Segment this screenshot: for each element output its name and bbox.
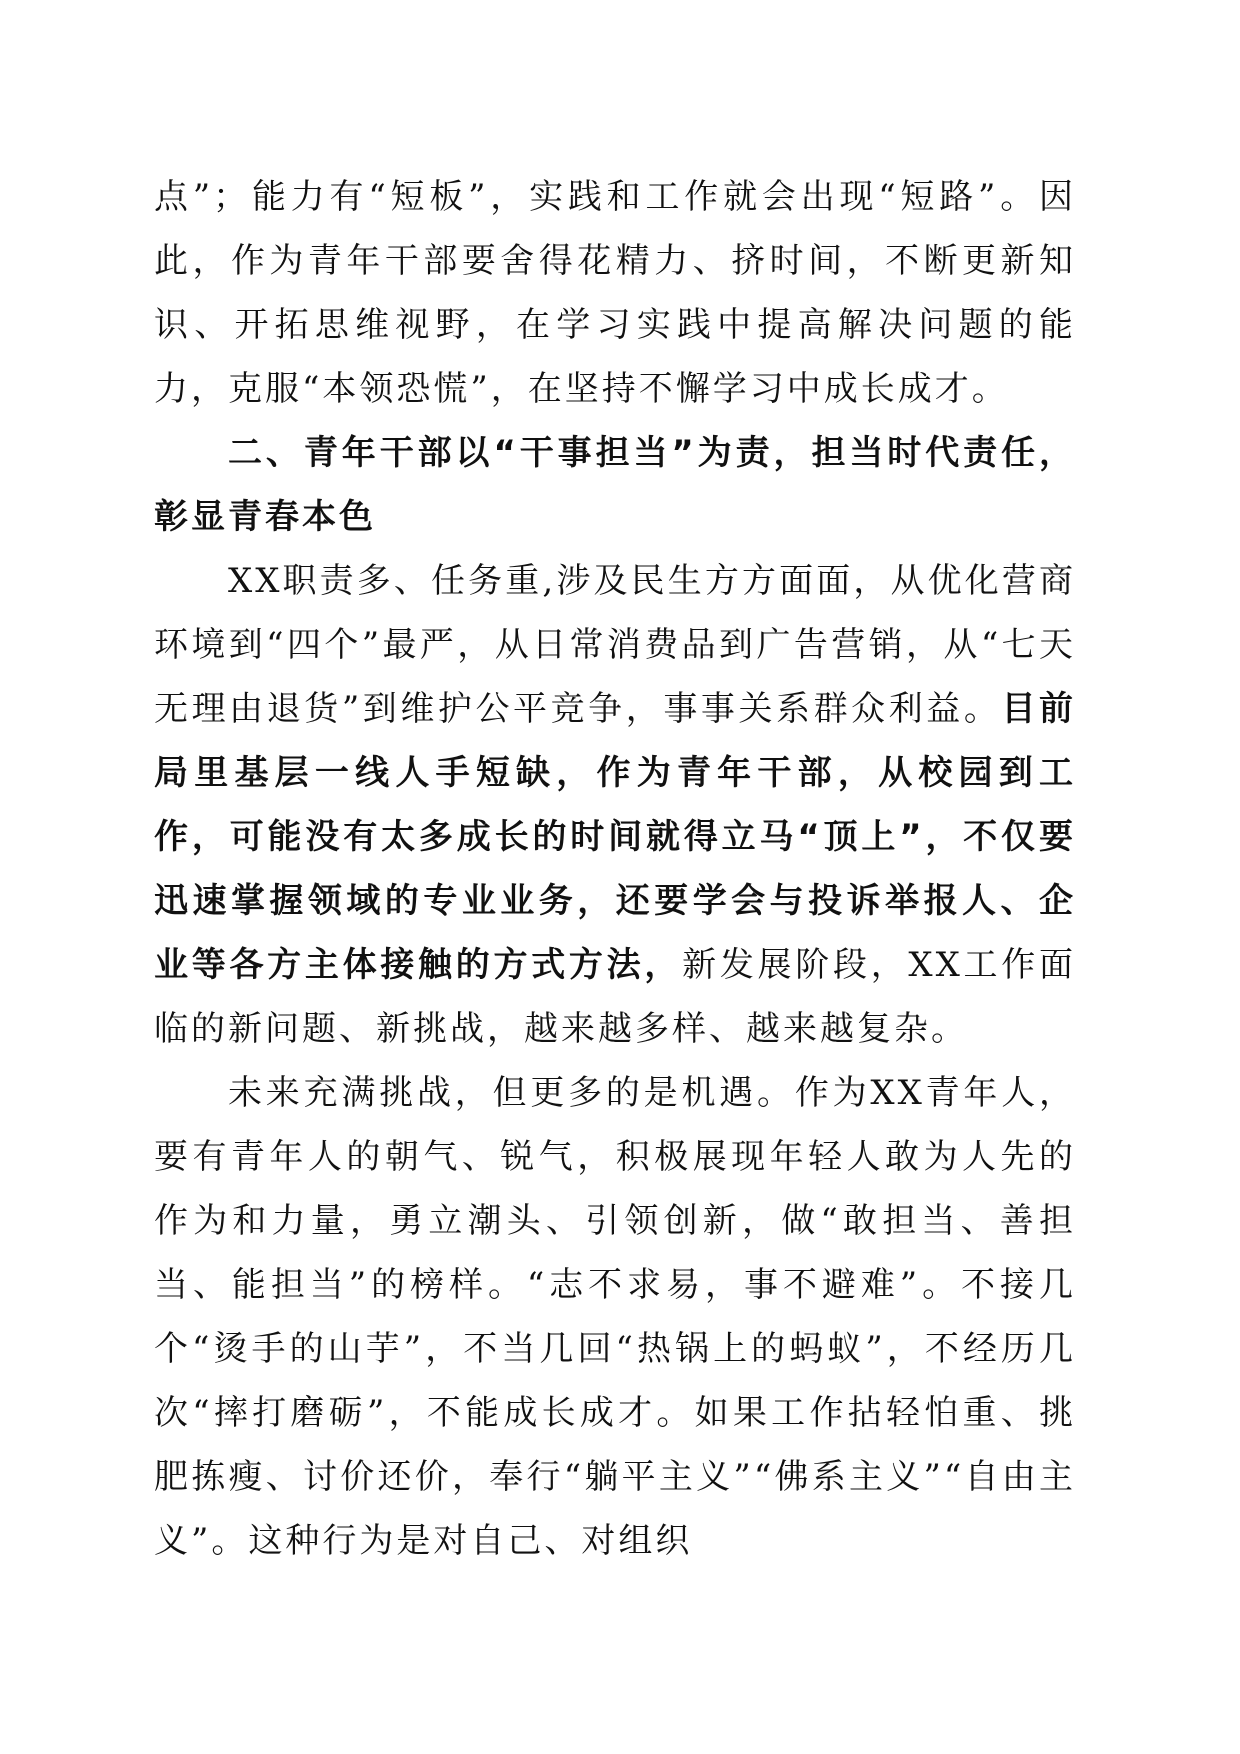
paragraph-intro-text: XX职责多、任务重,涉及民生方方面面，从优化营商环境到“四个”最严，从日常消费品到广告营销，从“七天无理由退货”到维护公平竞争，事事关系群众利益。	[154, 561, 1076, 729]
paragraph-outro-text: 新发展阶段，XX工作面临的新问题、新挑战，越来越多样、越来越复杂。	[154, 945, 1076, 1049]
paragraph-continuation: 点”；能力有“短板”，实践和工作就会出现“短路”。因此，作为青年干部要舍得花精力、挤时间，不断更新知识、开拓思维视野，在学习实践中提高解决问题的能力，克服“本领恐慌”，在坚持不懈学习中成长成才。	[154, 177, 1076, 409]
paragraph-future: 未来充满挑战，但更多的是机遇。作为XX青年人，要有青年人的朝气、锐气，积极展现年轻人敢为人先的作为和力量，勇立潮头、引领创新，做“敢担当、善担当、能担当”的榜样。“志不求易，事不避难”。不接几个“烫手的山芋”，不当几回“热锅上的蚂蚁”，不经历几次“摔打磨砺”，不能成长成才。如果工作拈轻怕重、挑肥拣瘦、讨价还价，奉行“躺平主义”“佛系主义”“自由主义”。这种行为是对自己、对组织	[154, 1073, 1076, 1561]
paragraph-emphasis-text: 目前局里基层一线人手短缺，作为青年干部，从校园到工作，可能没有太多成长的时间就得立马“顶上”，不仅要迅速掌握领域的专业业务，还要学会与投诉举报人、企业等各方主体接触的方式方法，	[154, 689, 1077, 985]
paragraph-responsibilities	[154, 549, 1076, 1061]
section-heading: 二、青年干部以“干事担当”为责，担当时代责任，彰显青春本色	[154, 433, 1076, 537]
document-page	[154, 165, 1076, 1573]
